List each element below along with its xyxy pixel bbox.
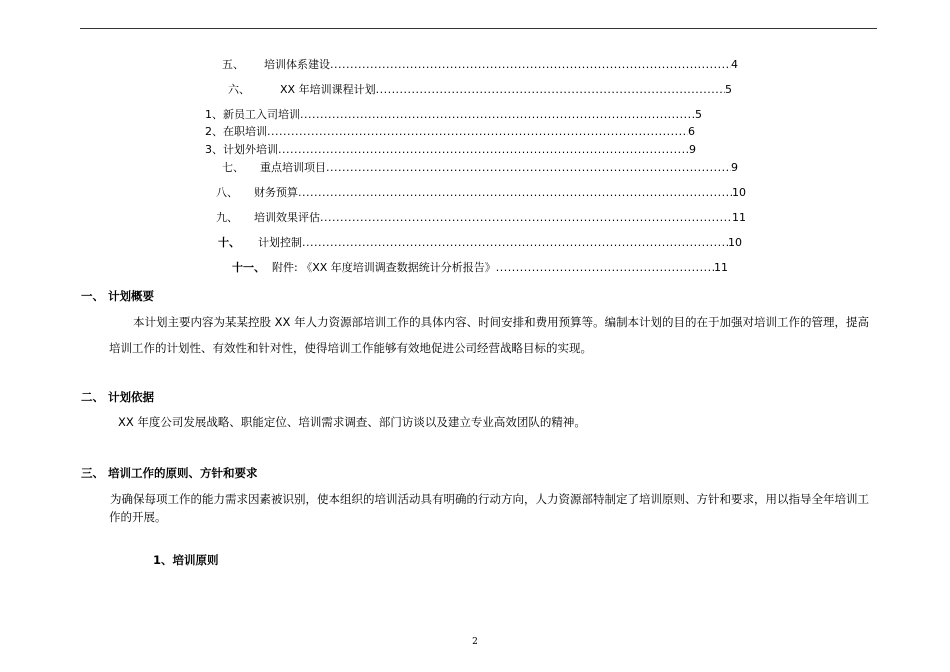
toc-leader: [300, 108, 695, 122]
toc-number: 3、: [205, 143, 223, 156]
toc-page: 9: [689, 143, 696, 156]
toc-item[interactable]: [216, 186, 746, 200]
paragraph-line: 作的开展。: [109, 510, 167, 524]
toc-page: 4: [731, 58, 738, 71]
sub-heading: 1、培训原则: [153, 553, 219, 567]
toc-page: 5: [695, 108, 702, 121]
toc-item[interactable]: [222, 58, 738, 72]
paragraph-line: 本计划主要内容为某某控股 XX 年人力资源部培训工作的具体内容、时间安排和费用预算等。编制本计划的目的在于加强对培训工作的管理，提高: [133, 315, 870, 329]
section-heading: 一、 计划概要: [81, 289, 155, 303]
toc-page: 9: [731, 161, 738, 174]
toc-item[interactable]: [205, 108, 702, 122]
toc-page: 10: [728, 236, 742, 249]
toc-number: 十、: [218, 236, 240, 249]
toc-leader: [376, 83, 725, 97]
toc-item[interactable]: [205, 143, 696, 157]
toc-label: 培训体系建设: [264, 58, 330, 71]
toc-leader: [496, 261, 714, 275]
toc-page: 6: [688, 125, 695, 138]
toc-label: 附件: 《XX 年度培训调查数据统计分析报告》: [272, 261, 496, 274]
toc-number: 七、: [222, 161, 244, 174]
toc-label: 在职培训: [223, 125, 267, 138]
page-number: 2: [472, 637, 478, 647]
toc-number: 十一、: [232, 261, 265, 274]
toc-number: 九、: [216, 211, 238, 224]
toc-leader: [298, 186, 732, 200]
toc-leader: [320, 211, 732, 225]
toc-label: 重点培训项目: [260, 161, 326, 174]
toc-item[interactable]: [232, 261, 728, 275]
toc-label: 计划控制: [258, 236, 302, 249]
toc-label: XX 年培训课程计划: [280, 83, 376, 96]
header-rule: [80, 28, 877, 29]
toc-item[interactable]: [218, 236, 742, 250]
toc-page: 11: [732, 211, 746, 224]
toc-leader: [267, 125, 688, 139]
toc-page: 5: [725, 83, 732, 96]
toc-page: 11: [714, 261, 728, 274]
toc-label: 新员工入司培训: [223, 108, 300, 121]
toc-number: 五、: [222, 58, 244, 71]
toc-item[interactable]: [222, 161, 738, 175]
section-heading: 二、 计划依据: [81, 390, 155, 404]
toc-label: 计划外培训: [223, 143, 278, 156]
paragraph-line: XX 年度公司发展战略、职能定位、培训需求调查、部门访谈以及建立专业高效团队的精神。: [118, 415, 586, 429]
paragraph-line: 培训工作的计划性、有效性和针对性，使得培训工作能够有效地促进公司经营战略目标的实现。: [109, 341, 592, 355]
toc-leader: [278, 143, 689, 157]
toc-item[interactable]: [205, 125, 695, 139]
toc-item[interactable]: [228, 83, 732, 97]
toc-number: 六、: [228, 83, 250, 96]
toc-number: 1、: [205, 108, 223, 121]
section-heading: 三、 培训工作的原则、方针和要求: [81, 466, 258, 480]
toc-leader: [302, 236, 728, 250]
toc-number: 八、: [216, 186, 238, 199]
toc-leader: [326, 161, 731, 175]
toc-label: 培训效果评估: [254, 211, 320, 224]
paragraph-line: 为确保每项工作的能力需求因素被识别，使本组织的培训活动具有明确的行动方向，人力资源部特制定了培训原则、方针和要求，用以指导全年培训工: [110, 492, 869, 506]
toc-leader: [330, 58, 731, 72]
toc-number: 2、: [205, 125, 223, 138]
toc-label: 财务预算: [254, 186, 298, 199]
toc-item[interactable]: [216, 211, 746, 225]
toc-page: 10: [732, 186, 746, 199]
